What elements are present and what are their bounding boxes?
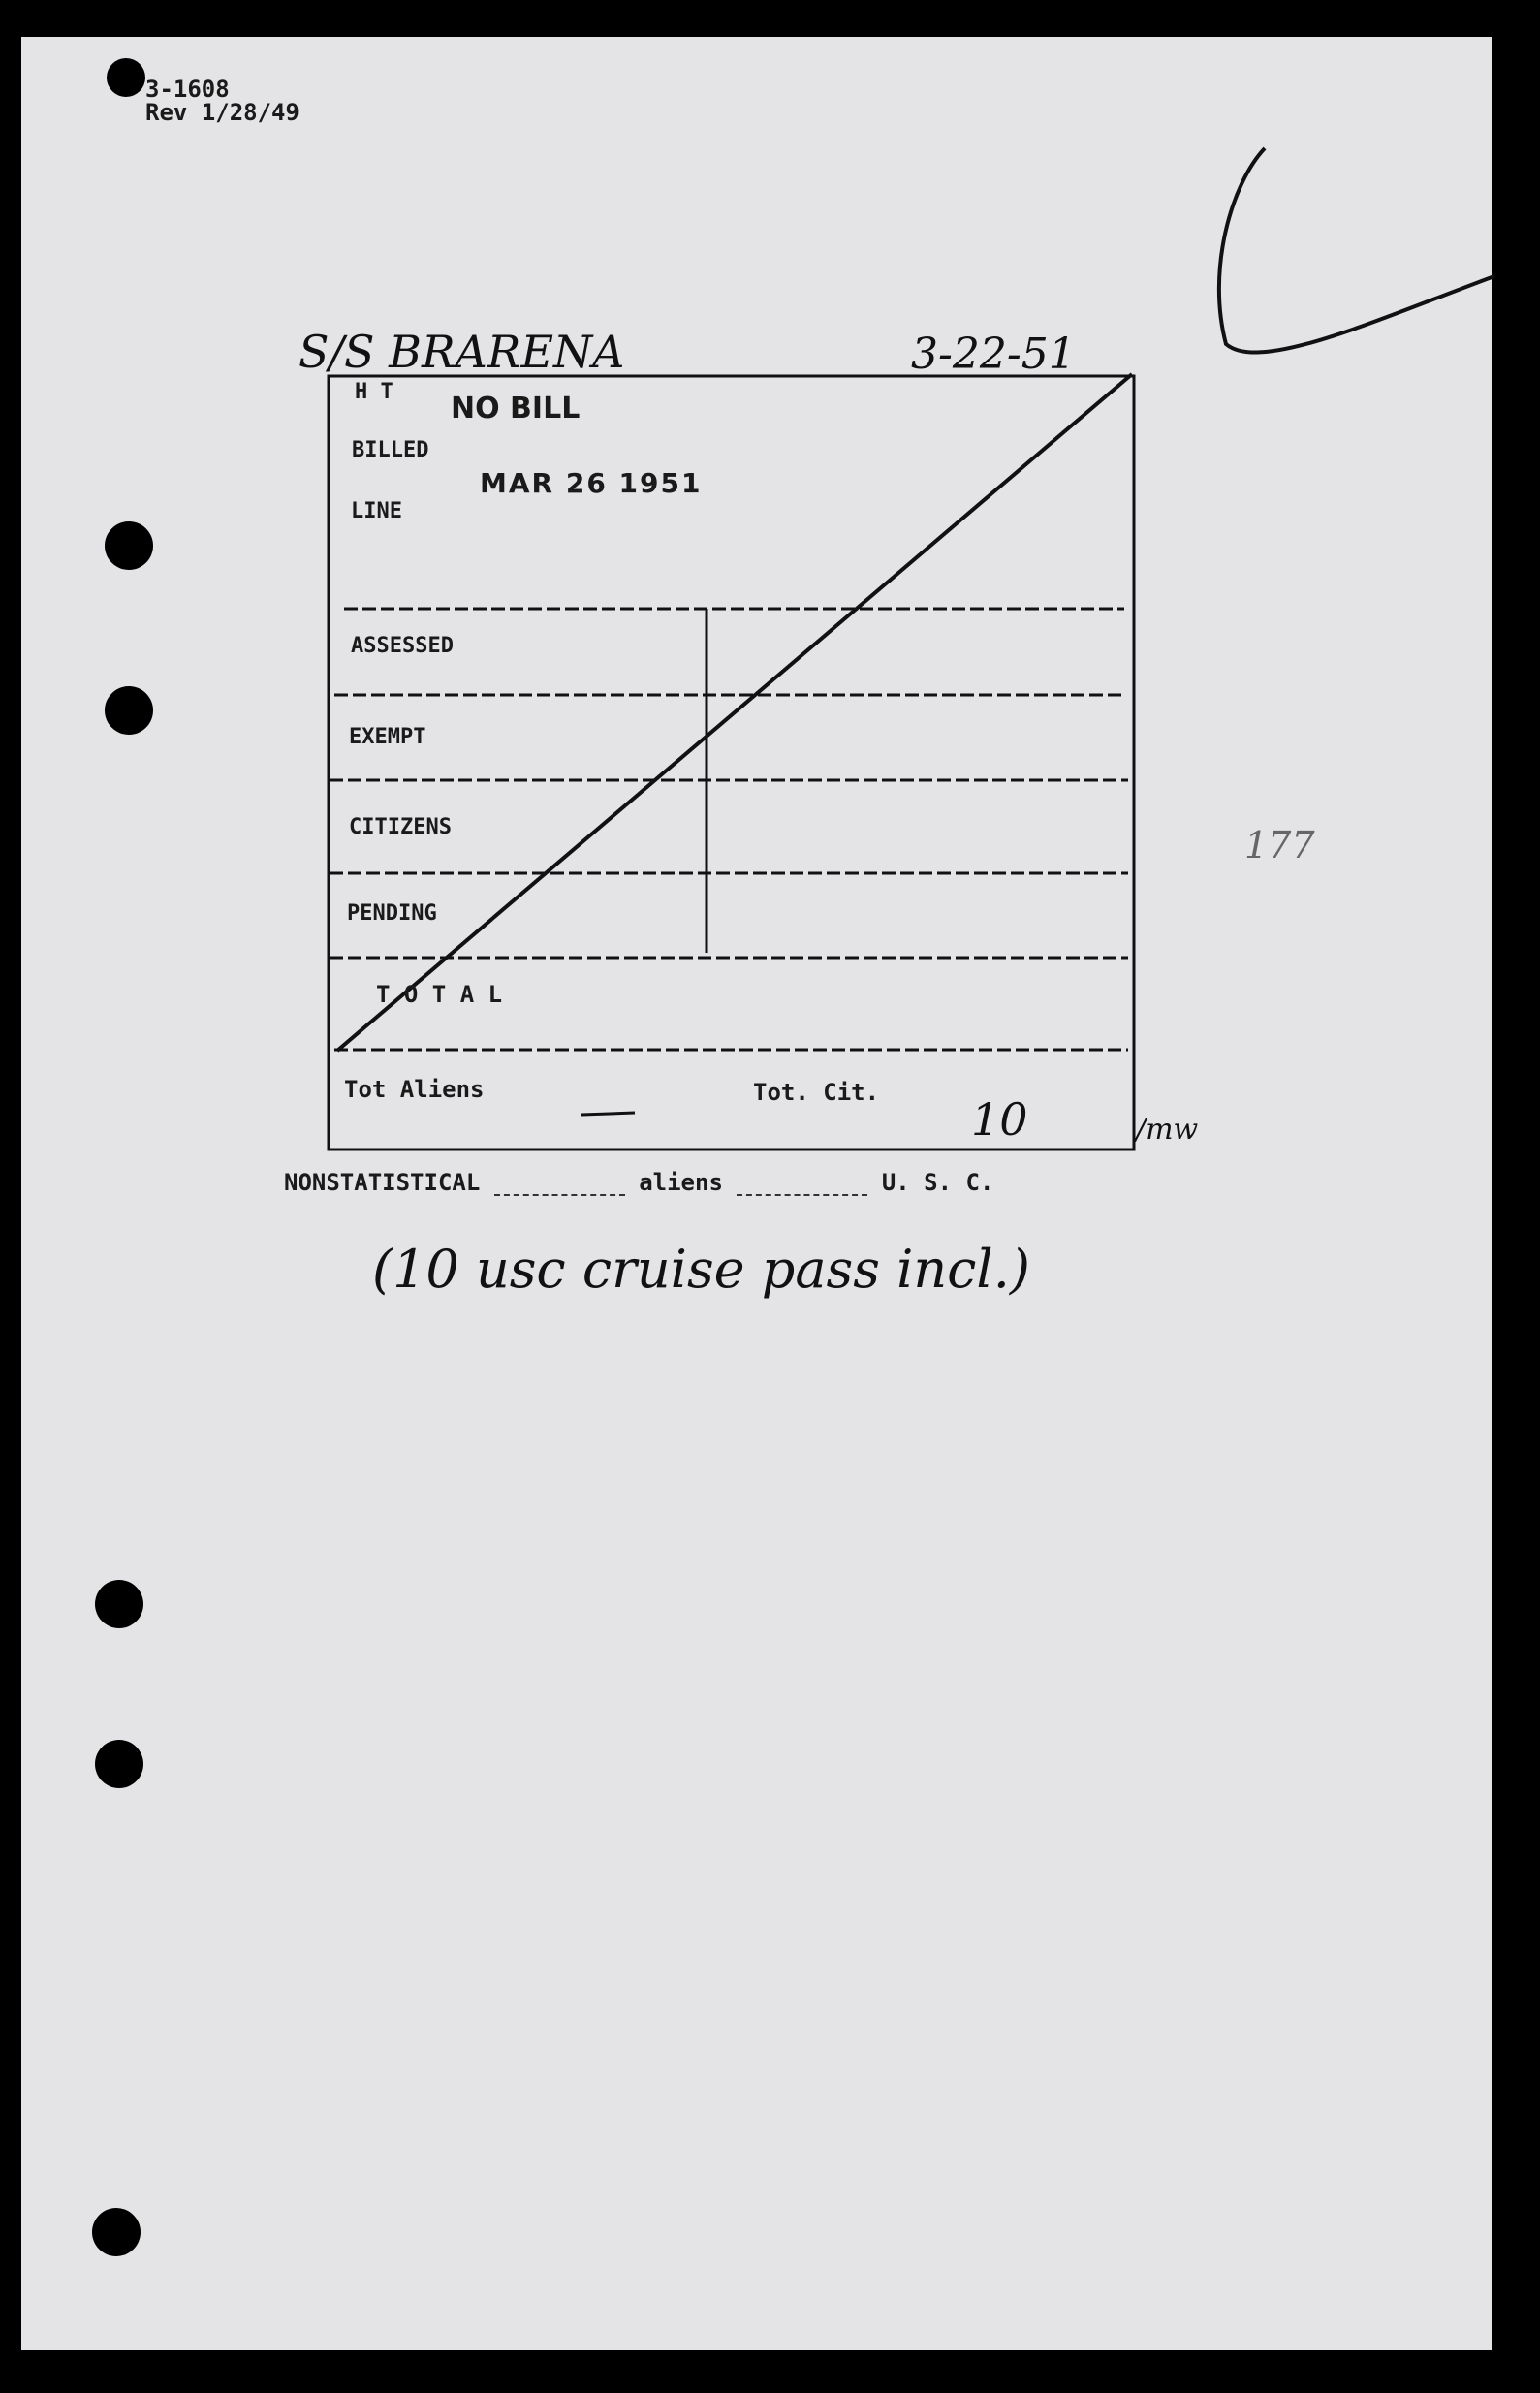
- blank-field: [737, 1181, 867, 1196]
- initials: /mw: [1136, 1113, 1199, 1147]
- check-mark: [1219, 148, 1494, 353]
- vessel-name: S/S BRARENA: [299, 326, 625, 378]
- usc-label: U. S. C.: [881, 1169, 994, 1196]
- handwritten-note: (10 usc cruise pass incl.): [372, 1239, 1030, 1300]
- tot-aliens-label: Tot Aliens: [344, 1076, 485, 1103]
- no-bill-stamp: NO BILL: [451, 392, 581, 425]
- form-box-border: [329, 376, 1134, 1149]
- exempt-label: EXEMPT: [349, 725, 426, 749]
- nonstatistical-label: NONSTATISTICAL: [284, 1169, 481, 1196]
- pending-label: PENDING: [347, 901, 437, 926]
- line-label: LINE: [351, 499, 402, 523]
- aliens-label: aliens: [639, 1169, 723, 1196]
- billed-label: BILLED: [352, 438, 429, 462]
- tot-cit-value: 10: [971, 1093, 1028, 1146]
- total-label: T O T A L: [376, 981, 503, 1008]
- tot-cit-label: Tot. Cit.: [753, 1079, 880, 1106]
- form-number: 3-1608: [145, 76, 230, 103]
- cancel-diagonal: [337, 374, 1132, 1051]
- blank-field: [494, 1181, 625, 1196]
- nonstatistical-line: [284, 1169, 993, 1196]
- aliens-dash: [581, 1113, 635, 1115]
- ht-label: H T: [355, 380, 393, 404]
- header-date: 3-22-51: [911, 330, 1076, 379]
- assessed-label: ASSESSED: [351, 634, 454, 658]
- citizens-label: CITIZENS: [349, 815, 452, 839]
- margin-number: 177: [1244, 824, 1315, 866]
- date-stamp: MAR 26 1951: [480, 467, 703, 499]
- form-revision: Rev 1/28/49: [145, 99, 299, 126]
